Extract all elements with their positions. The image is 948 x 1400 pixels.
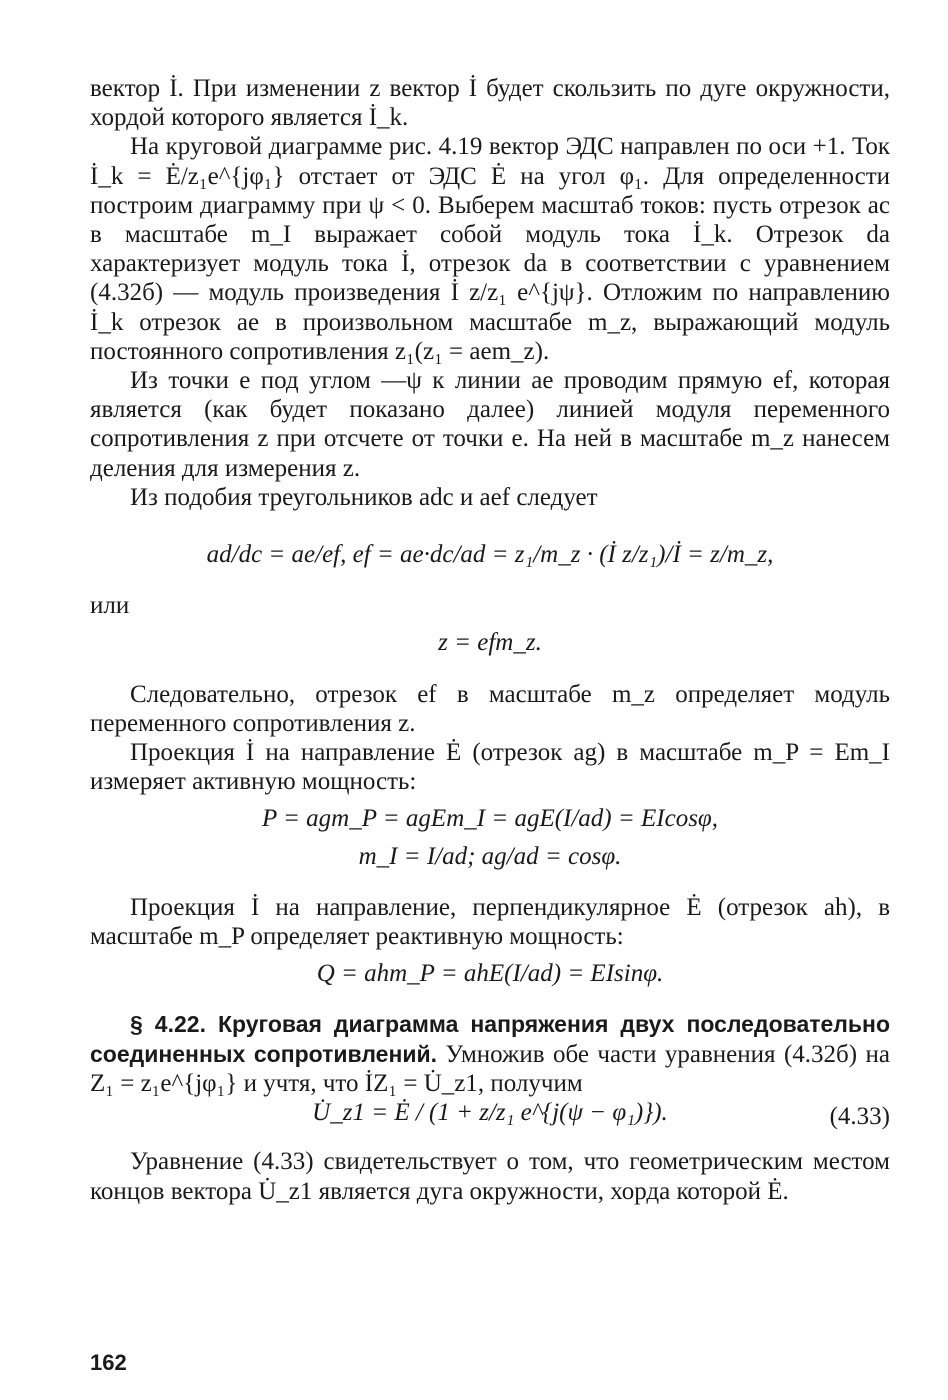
section-paragraph [90,1010,890,1098]
equation-number: (4.33) [829,1103,890,1131]
paragraph-8: Проекция İ на направление, перпендикулярное Ė (отрезок ah), в масштабе m_P определяет реактивную мощность: [90,893,897,951]
paragraph-2: На круговой диаграмме рис. 4.19 вектор ЭДС направлен по оси +1. Ток İ_k = Ė/z₁e^{jφ₁} отстает от ЭДС Ė на угол φ₁. Для определенности построим диаграмму при ψ < 0. Выберем масштаб токов: пусть отрезок ac в масштабе m_I выражает собой модуль тока İ_k. Отрезок da характеризует модуль тока İ, отрезок da в соответствии с уравнением (4.32б) — модуль произведения İ z/z₁ e^{jψ}. Отложим по направлению İ_k отрезок ae в произвольном масштабе m_z, выражающий модуль постоянного сопротивления z₁(z₁ = aem_z). [90,133,897,365]
section-heading: § 4.22. Круговая диаграмма напряжения двух последовательно соединенных сопротивлений. [90,1011,890,1067]
equation-4-33-line [90,1098,890,1131]
paragraph-6: Следовательно, отрезок ef в масштабе m_z определяет модуль переменного сопротивления z. [90,680,897,737]
section-body: Умножив обе части уравнения (4.32б) на Z₁ = z₁e^{jφ₁} и учтя, что İZ₁ = U̇_z1, получим [90,1040,890,1097]
paragraph-or: или [90,592,130,620]
equation-scale: m_I = I/ad; ag/ad = cosφ. [358,842,622,870]
paragraph-7: Проекция İ на направление Ė (отрезок ag) в масштабе m_P = Em_I измеряет активную мощность: [90,739,897,796]
equation-active-power: P = agm_P = agEm_I = agE(I/ad) = EIcosφ, [261,805,719,833]
page-body [90,74,897,1206]
equation-reactive-power: Q = ahm_P = ahE(I/ad) = EIsinφ. [316,960,664,988]
equation-4-33: U̇_z1 = Ė / (1 + z/z₁ e^{j(ψ − φ₁)}). [312,1099,668,1127]
paragraph-4: Из подобия треугольников adc и aef следует [130,483,598,511]
equation-similarity: ad/dc = ae/ef, ef = ae·dc/ad = z₁/m_z · (İ z/z₁)/İ = z/m_z, [206,541,774,569]
paragraph-10: Уравнение (4.33) свидетельствует о том, что геометрическим местом концов вектора U̇_z1 является дуга окружности, хорда которой Ė. [90,1148,897,1205]
paragraph-3: Из точки e под углом —ψ к линии ae проводим прямую ef, которая является (как будет показано далее) линией модуля переменного сопротивления z при отсчете от точки e. На ней в масштабе m_z нанесем деления для измерения z. [90,367,897,482]
paragraph-1: вектор İ. При изменении z вектор İ будет скользить по дуге окружности, хордой которого является İ_k. [90,75,897,132]
equation-z: z = efm_z. [438,629,542,657]
page-number: 162 [90,1350,127,1375]
